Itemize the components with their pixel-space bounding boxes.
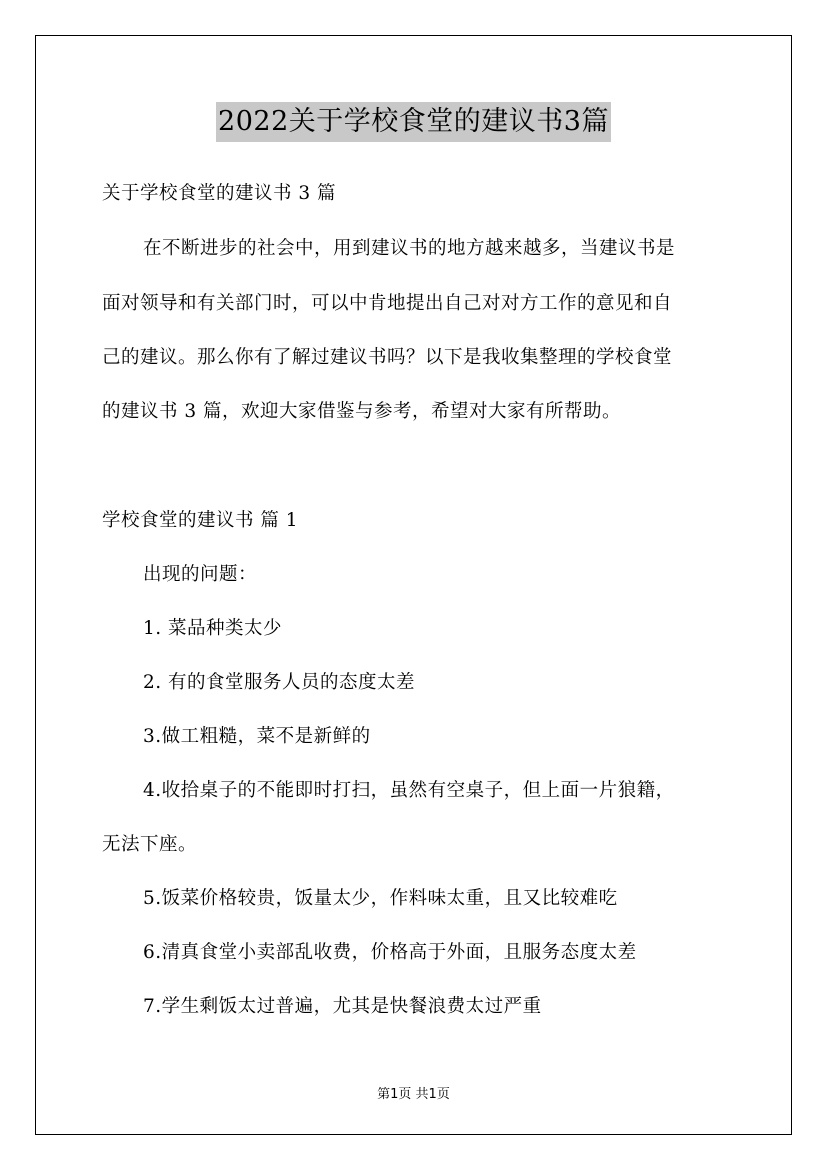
intro-line-4: 的建议书 3 篇，欢迎大家借鉴与参考，希望对大家有所帮助。 [102,401,622,422]
intro-line-3: 己的建议。那么你有了解过建议书吗？以下是我收集整理的学校食堂 [102,347,673,368]
intro-line-1: 在不断进步的社会中，用到建议书的地方越来越多，当建议书是 [143,238,676,259]
list-item-continuation: 无法下座。 [102,834,198,855]
document-subtitle: 关于学校食堂的建议书 3 篇 [102,183,337,204]
problems-label: 出现的问题： [143,564,258,585]
intro-line-2: 面对领导和有关部门时，可以中肯地提出自己对对方工作的意见和自 [102,293,673,314]
list-item: 3.做工粗糙，菜不是新鲜的 [143,726,371,747]
title-container [0,102,827,142]
page-footer: 第1页 共1页 [377,1087,450,1102]
list-item: 7.学生剩饭太过普遍，尤其是快餐浪费太过严重 [143,996,542,1017]
document-title: 2022关于学校食堂的建议书3篇 [216,102,611,142]
list-item: 1. 菜品种类太少 [143,618,283,639]
list-item: 6.清真食堂小卖部乱收费，价格高于外面，且服务态度太差 [143,942,637,963]
section-heading: 学校食堂的建议书 篇 1 [102,510,299,531]
list-item: 4.收拾桌子的不能即时打扫，虽然有空桌子，但上面一片狼籍， [143,780,675,801]
list-item: 2. 有的食堂服务人员的态度太差 [143,672,416,693]
list-item: 5.饭菜价格较贵，饭量太少，作料味太重，且又比较难吃 [143,888,618,909]
